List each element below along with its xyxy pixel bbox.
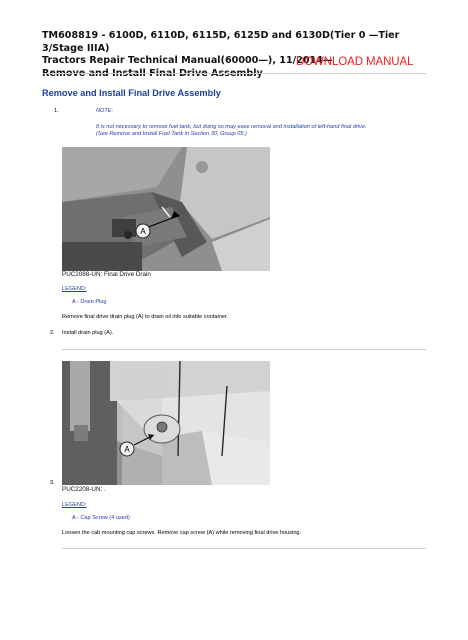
header-divider [42,73,426,74]
note-text-2: (See Remove and Install Fuel Tank in Section 30, Group 05.) [96,131,247,137]
step-divider-1 [62,349,426,350]
step-3-number: 3. [50,480,55,486]
final-drive-drain-photo [62,147,270,271]
step-3-instruction: Loosen the cab mounting cap screws. Remove cap screw (A) while removing final drive housing. [62,530,302,536]
legend-1-link[interactable]: LEGEND: [62,286,87,292]
figure-2-caption: PUC2208-UN: . [62,486,106,493]
callout-a-figure-1: A [140,227,146,236]
step-2-instruction: Install drain plug (A). [62,330,114,336]
note-label: NOTE: [96,108,114,114]
legend-2-link[interactable]: LEGEND: [62,502,87,508]
legend-1-item: A - Drain Plug [72,299,107,305]
step-1-instruction: Remove final drive drain plug (A) to drain oil into suitable container. [62,314,229,320]
header-title-line-3: Remove and Install Final Drive Assembly [42,67,263,79]
final-drive-drain-illustration [62,147,270,271]
section-title: Remove and Install Final Drive Assembly [42,88,221,98]
step-1-number: 1. [54,108,59,114]
header-title-line-1: TM608819 - 6100D, 6110D, 6115D, 6125D and 6130D(Tier 0 —Tier 3/Stage IIIA) [42,30,400,54]
step-2-number: 2. [50,330,55,336]
cap-screw-illustration [62,361,270,485]
figure-1-caption: PUC2088-UN: Final Drive Drain [62,271,151,278]
step-divider-2 [62,548,426,549]
cap-screw-photo [62,361,270,485]
download-manual-link[interactable]: DOWNLOAD MANUAL [296,56,414,68]
callout-a-figure-2: A [124,445,130,454]
legend-2-item: A - Cap Screw (4 used) [72,515,130,521]
note-text-1: It is not necessary to remove fuel tank, but doing so may ease removal and installation of left-hand final drive. [96,124,367,130]
header-title-line-2: Tractors Repair Technical Manual(60000—), 11/2014— [42,55,333,66]
